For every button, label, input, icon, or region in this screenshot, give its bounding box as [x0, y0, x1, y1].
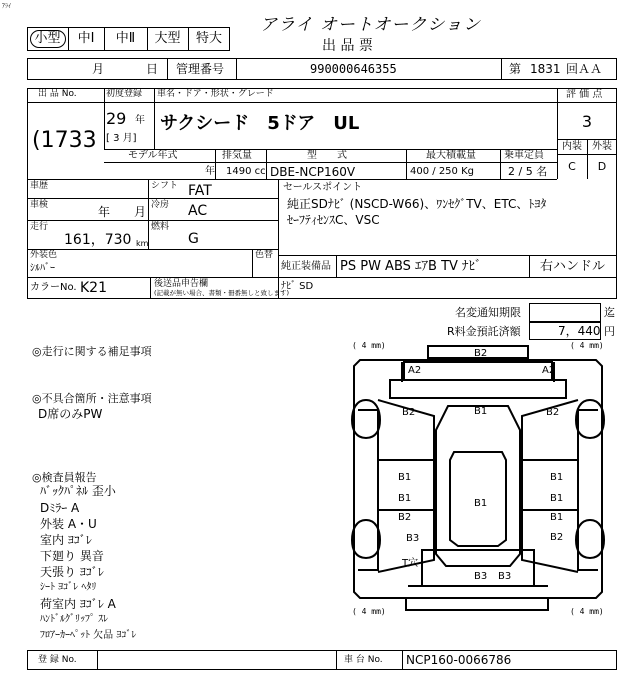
inspection-month: 月: [134, 205, 147, 219]
lot-number: (1733: [32, 128, 97, 153]
shift: FAT: [188, 183, 212, 199]
grade-label: 評 価 点: [566, 89, 603, 100]
damage-label: B2: [402, 407, 416, 418]
name-change-label: 名変通知期限: [455, 306, 521, 319]
size-class-xlarge: 特大: [195, 31, 222, 46]
sales-points-line1: 純正SDﾅﾋﾞ (NSCD-W66)、ﾜﾝｾｸﾞTV、ETC、ﾄﾖﾀ: [287, 197, 547, 211]
size-class-mid2: 中Ⅱ: [115, 31, 136, 46]
mileage-unit: km: [136, 239, 149, 248]
inspector-line: 下廻り 異音: [40, 549, 104, 563]
reg-label: 初度登録: [106, 89, 143, 99]
damage-label: B2: [546, 407, 560, 418]
recycle-unit: 円: [604, 325, 615, 338]
inspector-line: Dﾐﾗｰ A: [40, 501, 80, 515]
damage-label: B1: [474, 498, 488, 509]
name-change-unit: 迄: [604, 306, 615, 319]
damage-label: B2: [474, 348, 488, 359]
equipment-extra: ﾅﾋﾞ SD: [281, 281, 314, 292]
size-class-mid1: 中Ⅰ: [77, 31, 95, 46]
model-year-label: モデル年式: [128, 150, 178, 161]
fuel: G: [188, 231, 199, 247]
inspector-line: ﾊﾞｯｸﾊﾟﾈﾙ 歪小: [40, 484, 116, 498]
damage-label: T穴: [402, 558, 419, 569]
damage-label: B2: [550, 532, 564, 543]
lot-label: 出 品 No.: [38, 89, 77, 99]
name-change-box: [529, 303, 601, 322]
tire-mark-fl: ( 4 mm): [352, 341, 386, 350]
session-prefix: 第: [509, 62, 522, 76]
chassis-label: 車 台 No.: [344, 655, 383, 665]
damage-label: B3: [498, 571, 512, 582]
damage-label: B1: [398, 493, 412, 504]
recycle-label: R料金預託済額: [447, 325, 521, 338]
size-class-small: 小型: [34, 31, 61, 46]
tire-mark-rr: ( 4 mm): [570, 607, 604, 616]
grade-value: 3: [581, 112, 593, 131]
damage-label: B1: [550, 493, 564, 504]
reg-year-unit: 年: [135, 115, 145, 126]
shipping-label: 後送品申告欄: [154, 279, 209, 289]
shipping-note: (記載が無い場合、書類・冊番無しと致します): [154, 289, 290, 297]
inspector-label: ◎検査員報告: [32, 471, 97, 484]
equipment-label: 純正装備品: [281, 261, 331, 272]
car-damage-diagram: [338, 340, 618, 618]
interior-label: 内装: [562, 141, 582, 152]
size-class-large: 大型: [154, 31, 181, 46]
tire-mark-rl: ( 4 mm): [352, 607, 386, 616]
inspector-line: ﾌﾛｱｰｶｰﾍﾟｯﾄ 欠品 ﾖｺﾞﾚ: [40, 630, 137, 641]
model-type: DBE-NCP160V: [270, 165, 356, 179]
displacement-label: 排気量: [222, 150, 252, 161]
inspector-line: 外装 A・U: [40, 517, 97, 531]
fuel-label: 燃料: [151, 222, 170, 232]
handle-side: 右ハンドル: [540, 259, 606, 274]
inspector-line: ｼｰﾄ ﾖｺﾞﾚ ﾍﾀﾘ: [40, 582, 97, 593]
session-suffix: 回ＡＡ: [566, 62, 603, 76]
shift-label: シフト: [151, 181, 179, 191]
month-label: 月: [92, 62, 105, 76]
exterior-grade: D: [597, 160, 607, 173]
capacity-label: 乗車定員: [504, 150, 544, 161]
defects-text: D席のみPW: [38, 407, 103, 421]
auction-name: アライ オートオークション: [260, 15, 482, 35]
inspector-line: 荷室内 ﾖｺﾞﾚ A: [40, 597, 116, 611]
vehicle-name: サクシード 5ドア UL: [160, 113, 360, 134]
mgmt-label: 管理番号: [176, 62, 225, 76]
mileage: 161，730: [64, 232, 132, 248]
inspector-line: 天張り ﾖｺﾞﾚ: [40, 565, 104, 579]
defects-label: ◎不具合箇所・注意事項: [32, 392, 152, 405]
registration-label: 登 録 No.: [38, 655, 77, 665]
color-change-label: 色替: [255, 250, 274, 260]
page-marker: ｱﾗｲ: [2, 3, 12, 10]
inspector-line: 室内 ﾖｺﾞﾚ: [40, 533, 92, 547]
ac: AC: [188, 203, 208, 219]
inspection-year: 年: [98, 205, 111, 219]
damage-label: B3: [406, 533, 420, 544]
equipment-items: PS PW ABS ｴｱB TV ﾅﾋﾞ: [340, 259, 482, 274]
exterior-label: 外装: [592, 141, 612, 152]
footer-row: [27, 650, 617, 670]
ac-label: 冷房: [151, 200, 170, 210]
sales-points-line2: ｾｰﾌﾃｨｾﾝｽC、VSC: [287, 213, 380, 227]
damage-label: B2: [398, 512, 412, 523]
interior-grade: C: [568, 160, 576, 173]
session-number: 1831: [530, 62, 561, 76]
reg-year: 29: [106, 109, 127, 128]
sheet-title: 出 品 票: [322, 38, 373, 54]
damage-label: B1: [474, 406, 488, 417]
inspector-line: ﾊﾝﾄﾞﾙｸﾞﾘｯﾌﾟ ｽﾚ: [40, 614, 109, 625]
capacity: 2 / 5 名: [508, 165, 548, 178]
driving-notes-label: ◎走行に関する補足事項: [32, 345, 152, 358]
color-no: K21: [80, 280, 107, 296]
type-label: 型 式: [307, 150, 347, 161]
model-year-unit: 年: [205, 166, 215, 177]
displacement: 1490 cc: [226, 166, 266, 177]
damage-label: B3: [474, 571, 488, 582]
ext-color-label: 外装色: [30, 250, 58, 260]
tire-mark-fr: ( 4 mm): [570, 341, 604, 350]
damage-label: B1: [550, 512, 564, 523]
history-label: 車歴: [30, 181, 49, 191]
load-label: 最大積載量: [426, 150, 476, 161]
damage-label: A2: [408, 365, 422, 376]
damage-label: B1: [398, 472, 412, 483]
damage-label: A2: [542, 365, 556, 376]
color-no-label: カラーNo.: [30, 282, 77, 293]
chassis-number: NCP160-0066786: [406, 653, 512, 667]
sales-points-label: セールスポイント: [283, 182, 363, 193]
mgmt-number: 990000646355: [310, 62, 397, 76]
name-label: 車名・ドア・形状・グレード: [157, 89, 274, 99]
load: 400 / 250 Kg: [410, 166, 474, 177]
reg-month: [ 3 月]: [106, 133, 137, 144]
inspection-label: 車検: [30, 200, 49, 210]
ext-color: ｼﾙﾊﾞｰ: [30, 263, 55, 274]
recycle-value: 7，440: [558, 324, 601, 338]
mileage-label: 走行: [30, 222, 49, 232]
damage-label: B1: [550, 472, 564, 483]
day-label: 日: [146, 62, 159, 76]
